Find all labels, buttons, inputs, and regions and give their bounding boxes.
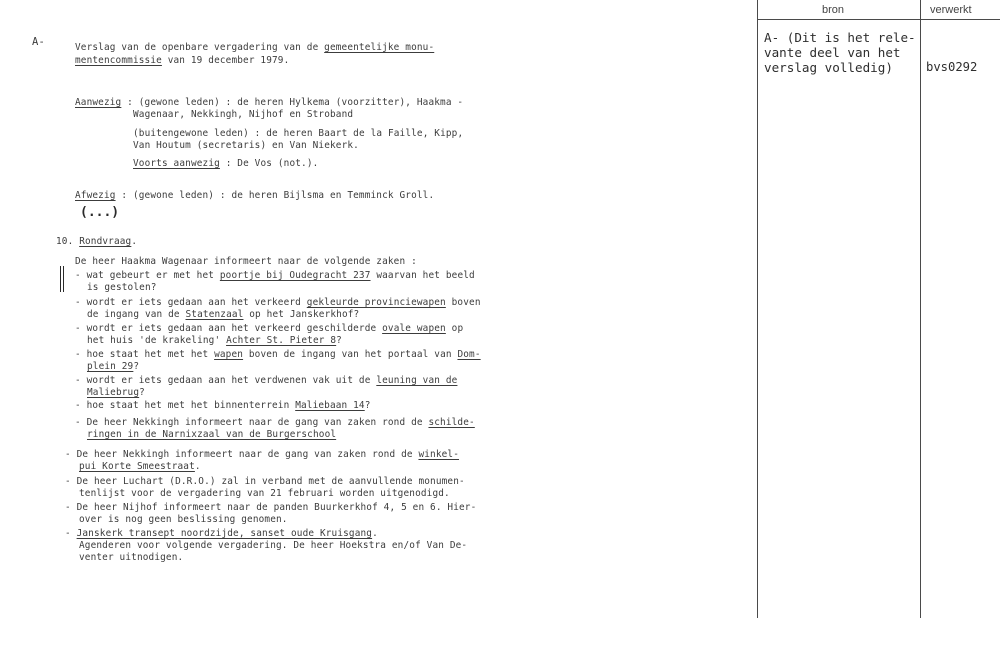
aanwezig-line1 [75, 97, 463, 108]
buitengewone-line1: (buitengewone leden) : de heren Baart de la Faille, Kipp, [133, 128, 464, 139]
list-item: - wordt er iets gedaan aan het verdwenen vak uit de leuning van de [75, 375, 458, 386]
list-item-continuation: de ingang van de Statenzaal op het Janskerkhof? [87, 309, 360, 320]
margin-mark-bar-1 [60, 266, 61, 292]
rondvraag-intro: De heer Haakma Wagenaar informeert naar de volgende zaken : [75, 256, 417, 267]
list-item-continuation: pui Korte Smeestraat. [79, 461, 201, 472]
section-number: 10. [56, 236, 74, 247]
title-suffix: van 19 december 1979. [161, 55, 290, 66]
aanwezig-text1: : (gewone leden) : de heren Hylkema (voorzitter), Haakma - [121, 97, 464, 108]
section-title: Rondvraag [79, 236, 132, 247]
list-item-continuation: over is nog geen beslissing genomen. [79, 514, 288, 525]
list-item-continuation: plein 29? [87, 361, 140, 372]
list-item: - wordt er iets gedaan aan het verkeerd gekleurde provinciewapen boven [75, 297, 481, 308]
document-title-line2 [75, 55, 289, 66]
margin-label: A- [32, 36, 45, 48]
afwezig-text: : (gewone leden) : de heren Bijlsma en Temminck Groll. [115, 190, 435, 201]
list-item: - De heer Nijhof informeert naar de panden Buurkerkhof 4, 5 en 6. Hier- [65, 502, 477, 513]
margin-mark-bar-2 [63, 266, 64, 292]
bron-note-line2: vante deel van het [764, 45, 901, 60]
bron-header: bron [822, 4, 845, 16]
list-item: - hoe staat het met het binnenterrein Maliebaan 14? [75, 400, 371, 411]
list-item: - hoe staat het met het wapen boven de ingang van het portaal van Dom- [75, 349, 481, 360]
afwezig-label: Afwezig [75, 190, 116, 201]
title-underlined-1: gemeentelijke monu- [324, 42, 435, 53]
list-item-continuation: tenlijst voor de vergadering van 21 februari worden uitgenodigd. [79, 488, 450, 499]
list-item-continuation: venter uitnodigen. [79, 552, 184, 563]
bron-left-rule [757, 0, 758, 618]
table-top-rule [758, 19, 1000, 20]
verwerkt-header: verwerkt [930, 4, 972, 16]
column-divider-rule [920, 0, 921, 618]
list-item: - Janskerk transept noordzijde, sanset oude Kruisgang. [65, 528, 378, 539]
ellipsis-mark: (...) [80, 205, 120, 220]
verwerkt-code: bvs0292 [926, 60, 978, 74]
list-item-continuation: Agenderen voor volgende vergadering. De heer Hoekstra en/of Van De- [79, 540, 468, 551]
list-item-continuation: is gestolen? [87, 282, 157, 293]
title-underlined-2: mentencommissie [75, 55, 162, 66]
buitengewone-line2: Van Houtum (secretaris) en Van Niekerk. [133, 140, 359, 151]
voorts-aanwezig-line [133, 158, 318, 169]
afwezig-line [75, 190, 434, 201]
voorts-label: Voorts aanwezig [133, 158, 220, 169]
bron-note-line3: verslag volledig) [764, 60, 893, 75]
list-item-continuation: ringen in de Narnixzaal van de Burgerschool [87, 429, 337, 440]
list-item-continuation: Maliebrug? [87, 387, 145, 398]
bron-note-line1: A- (Dit is het rele- [764, 30, 916, 45]
list-item-continuation: het huis 'de krakeling' Achter St. Pieter 8? [87, 335, 342, 346]
list-item: - wordt er iets gedaan aan het verkeerd geschilderde ovale wapen op [75, 323, 464, 334]
section-heading [56, 236, 137, 247]
list-item: - De heer Nekkingh informeert naar de gang van zaken rond de winkel- [65, 449, 460, 460]
document-title-line1 [75, 42, 434, 53]
title-prefix: Verslag van de openbare vergadering van de [75, 42, 325, 53]
voorts-text: : De Vos (not.). [219, 158, 319, 169]
aanwezig-line2: Wagenaar, Nekkingh, Nijhof en Stroband [133, 109, 354, 120]
section-title-suffix: . [131, 236, 138, 247]
list-item: - wat gebeurt er met het poortje bij Oudegracht 237 waarvan het beeld [75, 270, 475, 281]
list-item: - De heer Luchart (D.R.O.) zal in verband met de aanvullende monumen- [65, 476, 465, 487]
aanwezig-label: Aanwezig [75, 97, 122, 108]
list-item: - De heer Nekkingh informeert naar de gang van zaken rond de schilde- [75, 417, 475, 428]
